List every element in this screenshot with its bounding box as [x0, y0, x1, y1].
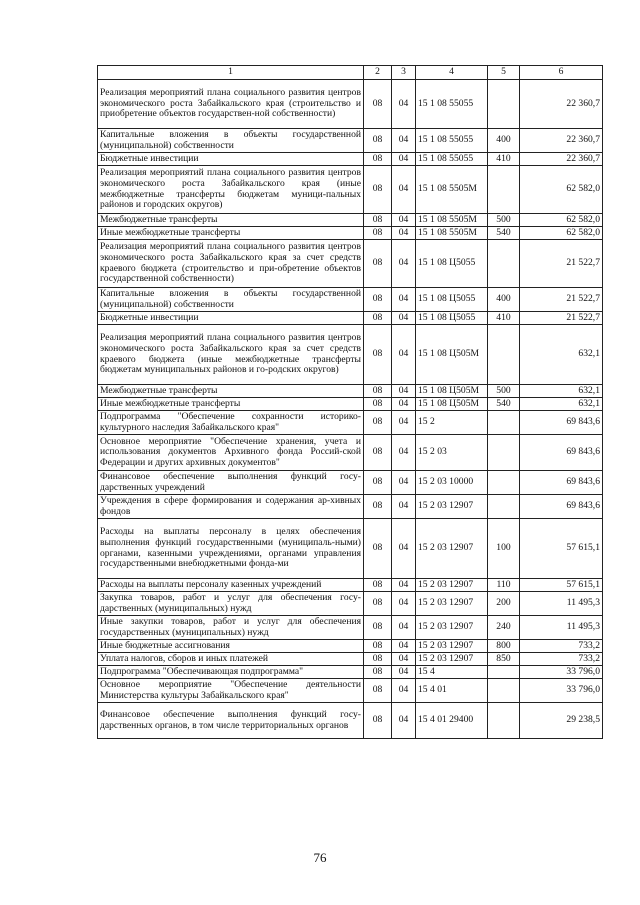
table-row [98, 80, 603, 129]
row-target-code: 15 1 08 5505М [416, 214, 488, 227]
table-body [98, 80, 603, 739]
row-subsection: 04 [392, 166, 416, 214]
row-section: 08 [364, 312, 392, 325]
col-header-section: 2 [364, 66, 392, 80]
row-section: 08 [364, 411, 392, 435]
row-amount: 69 843,6 [520, 495, 603, 519]
row-target-code: 15 2 03 [416, 435, 488, 471]
row-expense-type: 410 [488, 312, 520, 325]
row-section: 08 [364, 153, 392, 166]
row-amount: 62 582,0 [520, 227, 603, 240]
row-expense-type: 200 [488, 592, 520, 616]
row-target-code: 15 1 08 Ц5055 [416, 312, 488, 325]
row-section: 08 [364, 495, 392, 519]
row-expense-type: 110 [488, 579, 520, 592]
row-target-code: 15 4 [416, 666, 488, 679]
row-name: Подпрограмма "Обеспечивающая подпрограмма" [98, 666, 364, 679]
row-amount: 21 522,7 [520, 240, 603, 288]
row-subsection: 04 [392, 640, 416, 653]
row-section: 08 [364, 398, 392, 411]
row-subsection: 04 [392, 288, 416, 312]
table-row [98, 495, 603, 519]
col-header-expense-type: 5 [488, 66, 520, 80]
row-name: Бюджетные инвестиции [98, 312, 364, 325]
row-subsection: 04 [392, 214, 416, 227]
row-target-code: 15 1 08 Ц5055 [416, 240, 488, 288]
table-row [98, 703, 603, 739]
header-row [98, 66, 603, 80]
row-target-code: 15 1 08 55055 [416, 129, 488, 153]
row-amount: 632,1 [520, 398, 603, 411]
row-expense-type [488, 80, 520, 129]
row-amount: 11 495,3 [520, 592, 603, 616]
table-row [98, 411, 603, 435]
row-expense-type [488, 240, 520, 288]
row-section: 08 [364, 653, 392, 666]
row-expense-type: 400 [488, 288, 520, 312]
row-section: 08 [364, 703, 392, 739]
row-subsection: 04 [392, 398, 416, 411]
row-target-code: 15 1 08 55055 [416, 80, 488, 129]
table-row [98, 653, 603, 666]
row-subsection: 04 [392, 592, 416, 616]
row-section: 08 [364, 666, 392, 679]
row-target-code: 15 2 03 12907 [416, 592, 488, 616]
row-expense-type [488, 435, 520, 471]
table-row [98, 579, 603, 592]
row-name: Капитальные вложения в объекты государственной (муниципальной) собственности [98, 288, 364, 312]
row-target-code: 15 2 03 12907 [416, 519, 488, 579]
budget-table [97, 65, 603, 739]
table-row [98, 312, 603, 325]
row-expense-type: 100 [488, 519, 520, 579]
row-amount: 22 360,7 [520, 153, 603, 166]
row-amount: 22 360,7 [520, 129, 603, 153]
row-target-code: 15 2 03 10000 [416, 471, 488, 495]
row-target-code: 15 1 08 Ц5055 [416, 288, 488, 312]
row-section: 08 [364, 385, 392, 398]
row-target-code: 15 2 [416, 411, 488, 435]
row-amount: 33 796,0 [520, 679, 603, 703]
row-amount: 69 843,6 [520, 411, 603, 435]
row-target-code: 15 1 08 5505М [416, 166, 488, 214]
table-row [98, 227, 603, 240]
row-target-code: 15 2 03 12907 [416, 616, 488, 640]
row-amount: 57 615,1 [520, 519, 603, 579]
row-target-code: 15 4 01 [416, 679, 488, 703]
col-header-name: 1 [98, 66, 364, 80]
row-amount: 62 582,0 [520, 214, 603, 227]
row-section: 08 [364, 592, 392, 616]
row-subsection: 04 [392, 616, 416, 640]
row-name: Реализация мероприятий плана социального развития центров экономического роста Забайкальского края (иные межбюджетные трансферты бюджетам муници-пальных районов и городских округов) [98, 166, 364, 214]
row-name: Реализация мероприятий плана социального развития центров экономического роста Забайкальского края за счет средств краевого бюджета (иные межбюджетные трансферты бюджетам муниципальных районов и го-родских округов) [98, 325, 364, 385]
row-section: 08 [364, 240, 392, 288]
row-expense-type [488, 411, 520, 435]
row-subsection: 04 [392, 653, 416, 666]
table-row [98, 129, 603, 153]
col-header-subsection: 3 [392, 66, 416, 80]
row-expense-type: 540 [488, 227, 520, 240]
col-header-target-code: 4 [416, 66, 488, 80]
row-name: Основное мероприятие "Обеспечение деятельности Министерства культуры Забайкальского края" [98, 679, 364, 703]
row-amount: 69 843,6 [520, 435, 603, 471]
row-section: 08 [364, 435, 392, 471]
row-expense-type: 240 [488, 616, 520, 640]
row-expense-type [488, 666, 520, 679]
row-expense-type: 500 [488, 214, 520, 227]
row-subsection: 04 [392, 411, 416, 435]
row-name: Иные бюджетные ассигнования [98, 640, 364, 653]
row-subsection: 04 [392, 435, 416, 471]
row-name: Основное мероприятие "Обеспечение хранения, учета и использования документов Архивного фонда Россий-ской Федерации и других архивных документов" [98, 435, 364, 471]
row-expense-type [488, 325, 520, 385]
table-row [98, 398, 603, 411]
row-target-code: 15 4 01 29400 [416, 703, 488, 739]
row-subsection: 04 [392, 325, 416, 385]
table-row [98, 519, 603, 579]
row-target-code: 15 2 03 12907 [416, 579, 488, 592]
row-expense-type: 800 [488, 640, 520, 653]
table-row [98, 666, 603, 679]
row-subsection: 04 [392, 579, 416, 592]
row-subsection: 04 [392, 312, 416, 325]
row-target-code: 15 2 03 12907 [416, 495, 488, 519]
row-amount: 69 843,6 [520, 471, 603, 495]
row-subsection: 04 [392, 129, 416, 153]
row-target-code: 15 1 08 Ц505М [416, 398, 488, 411]
row-expense-type [488, 166, 520, 214]
table-row [98, 679, 603, 703]
row-amount: 632,1 [520, 385, 603, 398]
row-subsection: 04 [392, 471, 416, 495]
row-amount: 62 582,0 [520, 166, 603, 214]
row-amount: 11 495,3 [520, 616, 603, 640]
row-section: 08 [364, 129, 392, 153]
row-subsection: 04 [392, 666, 416, 679]
row-name: Реализация мероприятий плана социального развития центров экономического роста Забайкальского края (строительство и приобретение объектов государствен-ной собственности) [98, 80, 364, 129]
row-target-code: 15 1 08 5505М [416, 227, 488, 240]
row-subsection: 04 [392, 703, 416, 739]
row-target-code: 15 1 08 Ц505М [416, 385, 488, 398]
row-name: Иные межбюджетные трансферты [98, 398, 364, 411]
row-section: 08 [364, 288, 392, 312]
row-target-code: 15 1 08 55055 [416, 153, 488, 166]
table-row [98, 616, 603, 640]
row-name: Бюджетные инвестиции [98, 153, 364, 166]
row-amount: 33 796,0 [520, 666, 603, 679]
table-row [98, 592, 603, 616]
row-name: Подпрограмма "Обеспечение сохранности историко-культурного наследия Забайкальского края" [98, 411, 364, 435]
row-amount: 21 522,7 [520, 312, 603, 325]
row-section: 08 [364, 325, 392, 385]
row-expense-type [488, 495, 520, 519]
row-subsection: 04 [392, 227, 416, 240]
row-subsection: 04 [392, 80, 416, 129]
table-row [98, 471, 603, 495]
row-expense-type: 400 [488, 129, 520, 153]
row-name: Расходы на выплаты персоналу в целях обеспечения выполнения функций государственными (муниципаль-ными) органами, казенными учреждениями, органами управления государственными внебюджетными фонда-ми [98, 519, 364, 579]
row-subsection: 04 [392, 679, 416, 703]
row-section: 08 [364, 579, 392, 592]
col-header-amount: 6 [520, 66, 603, 80]
row-amount: 57 615,1 [520, 579, 603, 592]
row-subsection: 04 [392, 519, 416, 579]
table-row [98, 325, 603, 385]
table-row [98, 435, 603, 471]
table-row [98, 640, 603, 653]
row-name: Реализация мероприятий плана социального развития центров экономического роста Забайкальского края за счет средств краевого бюджета (строительство и при-обретение объектов государственной собственности) [98, 240, 364, 288]
row-expense-type [488, 679, 520, 703]
row-subsection: 04 [392, 240, 416, 288]
table-row [98, 385, 603, 398]
row-name: Расходы на выплаты персоналу казенных учреждений [98, 579, 364, 592]
row-section: 08 [364, 679, 392, 703]
row-name: Капитальные вложения в объекты государственной (муниципальной) собственности [98, 129, 364, 153]
row-name: Учреждения в сфере формирования и содержания ар-хивных фондов [98, 495, 364, 519]
row-name: Иные межбюджетные трансферты [98, 227, 364, 240]
row-name: Уплата налогов, сборов и иных платежей [98, 653, 364, 666]
table-row [98, 153, 603, 166]
row-target-code: 15 1 08 Ц505М [416, 325, 488, 385]
row-amount: 21 522,7 [520, 288, 603, 312]
row-expense-type [488, 471, 520, 495]
row-subsection: 04 [392, 495, 416, 519]
row-subsection: 04 [392, 153, 416, 166]
table-row [98, 240, 603, 288]
table-row [98, 288, 603, 312]
row-amount: 29 238,5 [520, 703, 603, 739]
row-section: 08 [364, 214, 392, 227]
table-row [98, 214, 603, 227]
row-name: Закупка товаров, работ и услуг для обеспечения госу-дарственных (муниципальных) нужд [98, 592, 364, 616]
table-row [98, 166, 603, 214]
row-target-code: 15 2 03 12907 [416, 653, 488, 666]
row-name: Финансовое обеспечение выполнения функций госу-дарственных органов, в том числе территориальных органов [98, 703, 364, 739]
row-target-code: 15 2 03 12907 [416, 640, 488, 653]
row-expense-type [488, 703, 520, 739]
row-section: 08 [364, 519, 392, 579]
row-amount: 632,1 [520, 325, 603, 385]
row-name: Иные закупки товаров, работ и услуг для обеспечения государственных (муниципальных) нужд [98, 616, 364, 640]
row-amount: 733,2 [520, 653, 603, 666]
row-expense-type: 850 [488, 653, 520, 666]
row-section: 08 [364, 616, 392, 640]
row-amount: 733,2 [520, 640, 603, 653]
row-expense-type: 410 [488, 153, 520, 166]
row-section: 08 [364, 80, 392, 129]
row-expense-type: 540 [488, 398, 520, 411]
row-expense-type: 500 [488, 385, 520, 398]
row-name: Финансовое обеспечение выполнения функций госу-дарственных учреждений [98, 471, 364, 495]
row-amount: 22 360,7 [520, 80, 603, 129]
row-name: Межбюджетные трансферты [98, 214, 364, 227]
row-section: 08 [364, 166, 392, 214]
row-section: 08 [364, 640, 392, 653]
row-subsection: 04 [392, 385, 416, 398]
page-number: 76 [313, 850, 327, 865]
row-name: Межбюджетные трансферты [98, 385, 364, 398]
row-section: 08 [364, 227, 392, 240]
row-section: 08 [364, 471, 392, 495]
